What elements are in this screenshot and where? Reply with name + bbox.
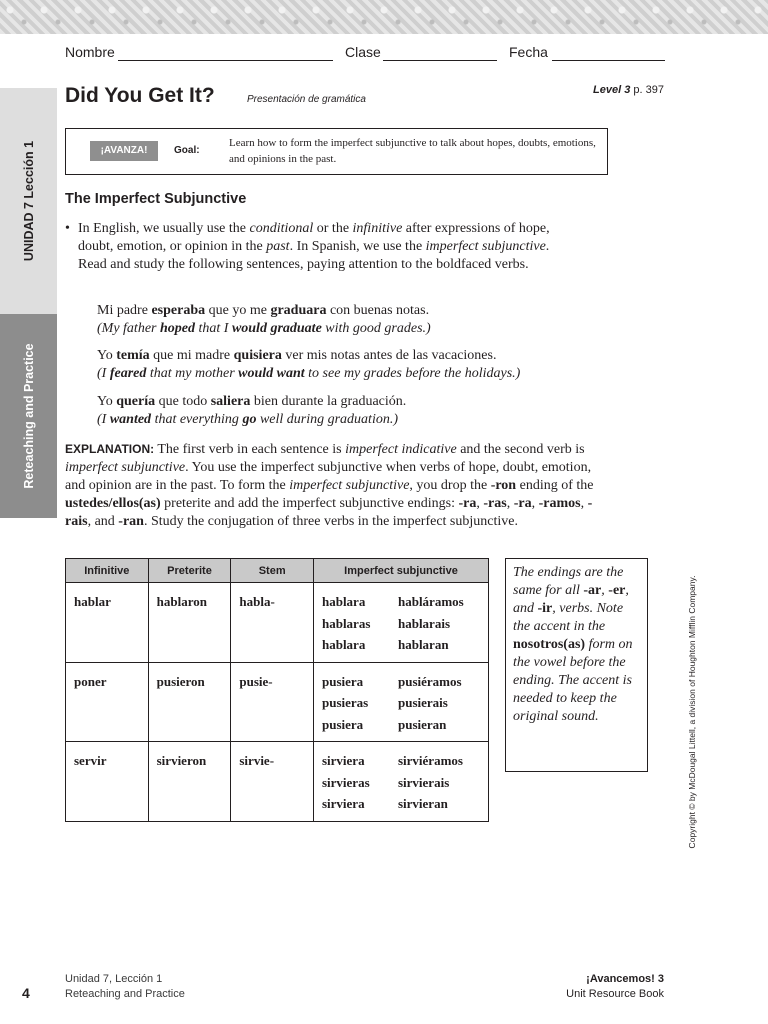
cell-stem: habla- (231, 583, 314, 663)
cell-infinitive: servir (66, 742, 149, 822)
endings-note: The endings are the same for all -ar, -er, and -ir, verbs. Note the accent in the nosotros(as) form on the vowel before the ending. The accent is needed to keep the original sound. (505, 558, 648, 772)
example-english: (I wanted that everything go well during graduation.) (97, 412, 398, 427)
fecha-field-line[interactable] (552, 60, 665, 61)
avanza-badge: ¡AVANZA! (90, 141, 158, 161)
section-heading: The Imperfect Subjunctive (65, 191, 247, 207)
bullet-dot: • (65, 221, 70, 236)
conjugation-table (65, 558, 489, 822)
goal-box (65, 128, 608, 175)
page-number: 4 (22, 985, 30, 1001)
cell-forms: pusiera pusiéramos pusieras pusierais pusiera pusieran (313, 662, 488, 742)
example-sentence (97, 393, 406, 429)
explanation-label: EXPLANATION: (65, 442, 155, 456)
table-row (66, 583, 489, 663)
header-imperfect-subjunctive: Imperfect subjunctive (313, 559, 488, 583)
footer-book-subtitle: Unit Resource Book (566, 988, 664, 1000)
decorative-pattern-band (0, 0, 768, 34)
footer-right (566, 972, 664, 1002)
fecha-label: Fecha (509, 44, 548, 60)
cell-infinitive: poner (66, 662, 149, 742)
header-infinitive: Infinitive (66, 559, 149, 583)
example-sentence (97, 347, 520, 383)
page-subtitle: Presentación de gramática (247, 94, 366, 105)
header-preterite: Preterite (148, 559, 231, 583)
example-spanish: Yo temía que mi madre quisiera ver mis notas antes de las vacaciones. (97, 348, 497, 363)
footer-unit: Unidad 7, Lección 1 (65, 973, 163, 985)
side-tab-section (0, 314, 57, 518)
example-spanish: Yo quería que todo saliera bien durante la graduación. (97, 394, 407, 409)
cell-preterite: sirvieron (148, 742, 231, 822)
example-english: (My father hoped that I would graduate with good grades.) (97, 321, 431, 336)
example-sentence (97, 302, 431, 338)
explanation-paragraph: EXPLANATION: The first verb in each sentence is imperfect indicative and the second verb is imperfect subjunctive. You use the imperfect subjunctive when verbs of hope, doubt, emotion, and opinion are in the past. To form the imperfect subjunctive, you drop the -ron ending of the ustedes/ellos(as) preterite and add the imperfect subjunctive endings: -ra, -ras, -ra, -ramos, -rais, and -ran. Study the conjugation of three verbs in the imperfect subjunctive. (65, 442, 594, 529)
intro-bullet-text: In English, we usually use the conditional or the infinitive after expressions of hope, doubt, emotion, or opinion in the past. In Spanish, we use the imperfect subjunctive. Read and study the following sentences, paying attention to the boldfaced verbs. (78, 221, 550, 272)
footer-left (65, 972, 185, 1002)
cell-preterite: hablaron (148, 583, 231, 663)
nombre-label: Nombre (65, 44, 115, 60)
table-row (66, 662, 489, 742)
example-english: (I feared that my mother would want to see my grades before the holidays.) (97, 366, 521, 381)
cell-forms: sirviera sirviéramos sirvieras sirvierais sirviera sirvieran (313, 742, 488, 822)
level-reference (593, 84, 664, 96)
side-tab-unit (0, 88, 57, 314)
clase-label: Clase (345, 44, 381, 60)
cell-stem: pusie- (231, 662, 314, 742)
side-tab-section-label: Reteaching and Practice (21, 343, 36, 489)
level-page: p. 397 (633, 84, 664, 96)
footer-book-title: ¡Avancemos! 3 (586, 973, 664, 985)
footer-section: Reteaching and Practice (65, 988, 185, 1000)
table-header-row (66, 559, 489, 583)
level-label: Level 3 (593, 84, 631, 96)
cell-preterite: pusieron (148, 662, 231, 742)
goal-label: Goal: (174, 145, 200, 156)
side-tab-unit-label: UNIDAD 7 Lección 1 (21, 140, 36, 262)
cell-forms: hablara habláramos hablaras hablarais hablara hablaran (313, 583, 488, 663)
intro-bullet (65, 220, 565, 274)
goal-text: Learn how to form the imperfect subjunctive to talk about hopes, doubts, emotions, and opinions in the past. (229, 137, 596, 165)
page-title: Did You Get It? (65, 84, 215, 107)
table-row (66, 742, 489, 822)
clase-field-line[interactable] (383, 60, 497, 61)
example-spanish: Mi padre esperaba que yo me graduara con buenas notas. (97, 303, 430, 318)
cell-infinitive: hablar (66, 583, 149, 663)
header-stem: Stem (231, 559, 314, 583)
cell-stem: sirvie- (231, 742, 314, 822)
nombre-field-line[interactable] (118, 60, 333, 61)
copyright-notice: Copyright © by McDougal Littell, a division of Houghton Mifflin Company. (687, 575, 697, 849)
